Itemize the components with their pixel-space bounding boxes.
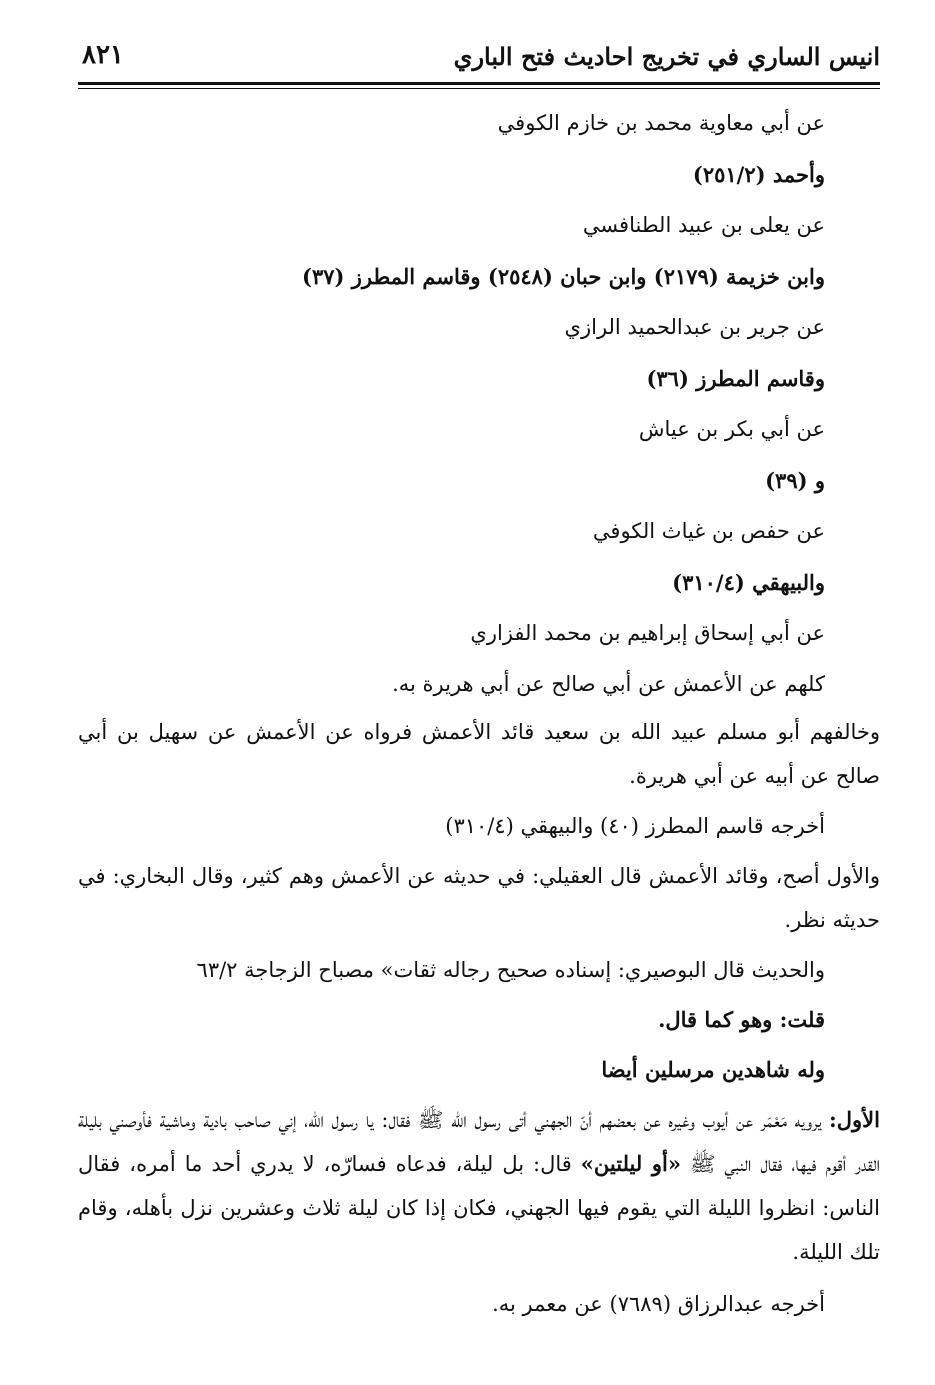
note-text: يرويه مَعْمَر عن أيوب وغيره عن بعضهم أنّ الجهني أتى رسول الله ﷺ فقال: يا رسول الله، إني صاحب بادية وماشية فأوصني بليلة القدر أقوم فيها، فقال النبي ﷺ bbox=[78, 1108, 880, 1176]
section-heading: وله شاهدين مرسلين أيضا bbox=[601, 1057, 825, 1082]
text-line: عن حفص بن غياث الكوفي bbox=[592, 519, 825, 543]
paragraph: والحديث قال البوصيري: إسناده صحيح رجاله ثقات» مصباح الزجاجة ٦٣/٢ bbox=[196, 958, 825, 982]
header-rule-thin bbox=[78, 88, 880, 89]
text-line: وأحمد (٢٥١/٢) bbox=[692, 162, 825, 187]
text-line: وابن خزيمة (٢١٧٩) وابن حبان (٢٥٤٨) وقاسم المطرز (٣٧) bbox=[302, 264, 825, 289]
text-line: عن أبي إسحاق إبراهيم بن محمد الفزاري bbox=[470, 621, 825, 645]
text-line: والبيهقي (٣١٠/٤) bbox=[672, 570, 825, 595]
header-rule-thick bbox=[78, 82, 880, 85]
note-text-cont: قال: بل ليلة، فدعاه فسارّه، لا يدري أحد ما أمره، فقال الناس: انظروا الليلة التي يقوم فيها الجهني، فكان إذا كان ليلة ثلاث وعشرين نزل بأهله، وقام تلك الليلة. bbox=[78, 1152, 880, 1264]
paragraph: أخرجه عبدالرزاق (٧٦٨٩) عن معمر به. bbox=[492, 1292, 825, 1316]
text-line: عن أبي معاوية محمد بن خازم الكوفي bbox=[497, 111, 825, 135]
first-witness-paragraph bbox=[78, 1098, 880, 1274]
paragraph: أخرجه قاسم المطرز (٤٠) والبيهقي (٣١٠/٤) bbox=[445, 814, 825, 838]
text-line: كلهم عن الأعمش عن أبي صالح عن أبي هريرة به. bbox=[392, 672, 825, 696]
first-label: الأول: bbox=[829, 1107, 880, 1132]
running-header bbox=[78, 38, 880, 78]
text-line: عن جرير بن عبدالحميد الرازي bbox=[564, 315, 825, 339]
note-quote: «أو ليلتين» bbox=[580, 1151, 681, 1176]
page-number: ٨٢١ bbox=[82, 40, 124, 70]
paragraph: قلت: وهو كما قال. bbox=[658, 1007, 825, 1032]
page-body bbox=[78, 98, 880, 1332]
text-line: و (٣٩) bbox=[765, 468, 825, 493]
text-line: وقاسم المطرز (٣٦) bbox=[646, 366, 825, 391]
text-line: عن يعلى بن عبيد الطنافسي bbox=[582, 213, 825, 237]
paragraph: والأول أصح، وقائد الأعمش قال العقيلي: في حديثه عن الأعمش وهم كثير، وقال البخاري: في حديثه نظر. bbox=[78, 864, 880, 932]
paragraph: وخالفهم أبو مسلم عبيد الله بن سعيد قائد الأعمش فرواه عن الأعمش عن سهيل بن أبي صالح عن أبيه عن أبي هريرة. bbox=[78, 720, 880, 788]
text-line: عن أبي بكر بن عياش bbox=[638, 417, 825, 441]
book-title: انيس الساري في تخريج احاديث فتح الباري bbox=[453, 42, 880, 71]
